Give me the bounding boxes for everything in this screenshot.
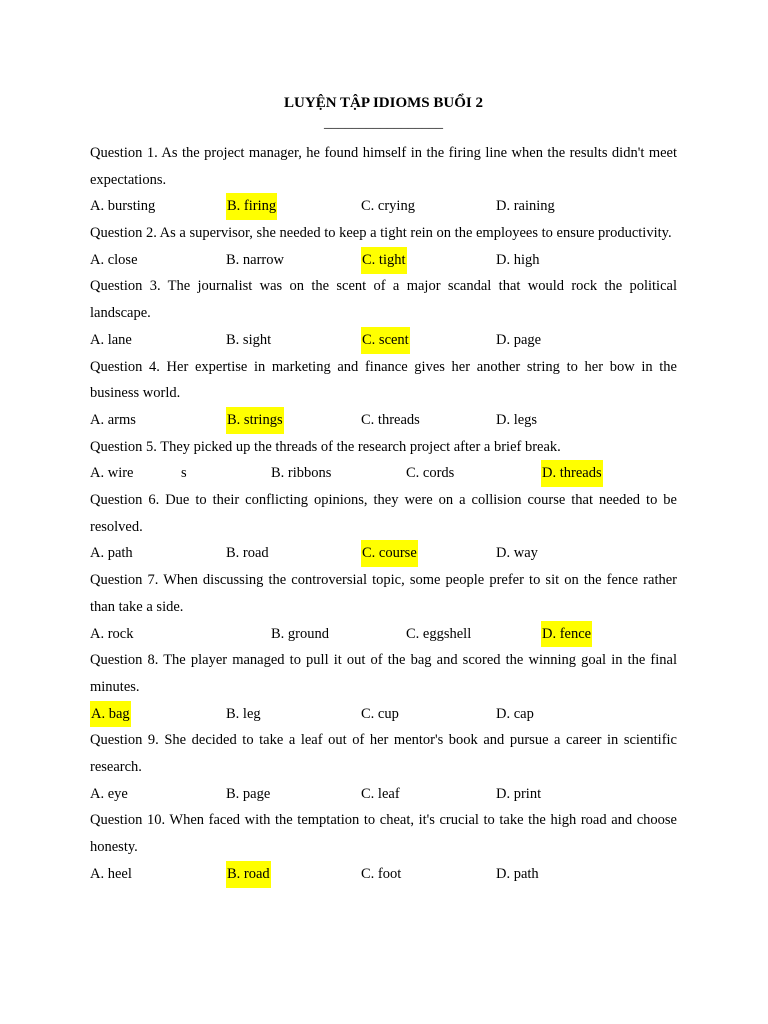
question-1-option-b-answer: B. firing	[226, 193, 277, 220]
question-2-option-b: B. narrow	[226, 251, 284, 268]
question-5-text: Question 5. They picked up the threads of the research project after a brief break.	[90, 438, 561, 455]
question-9-option-a: A. eye	[90, 785, 128, 802]
question-2-options	[90, 247, 677, 274]
question-6-text: Question 6. Due to their conflicting opinions, they were on a collision course that needed to be resolved.	[90, 492, 677, 535]
question-9-option-d: D. print	[496, 785, 542, 802]
question-7-option-a: A. rock	[90, 625, 134, 642]
question-2-option-d: D. high	[496, 251, 540, 268]
question-10-option-b-answer: B. road	[226, 861, 271, 888]
question-8-option-c: C. cup	[361, 705, 399, 722]
question-6-option-a: A. path	[90, 545, 133, 562]
question-3-option-b: B. sight	[226, 331, 272, 348]
question-3-text: Question 3. The journalist was on the scent of a major scandal that would rock the political landscape.	[90, 278, 677, 322]
question-8-option-b: B. leg	[226, 705, 261, 722]
question-7-text: Question 7. When discussing the controversial topic, some people prefer to sit on the fence rather than take a side.	[90, 572, 677, 615]
question-4-option-a: A. arms	[90, 411, 136, 428]
question-9-option-b: B. page	[226, 785, 271, 802]
question-10-option-d: D. path	[496, 865, 539, 882]
question-8-option-d: D. cap	[496, 705, 534, 722]
question-8-options	[90, 701, 677, 728]
question-5-option-c: C. cords	[406, 465, 455, 482]
question-3-option-c-answer: C. scent	[361, 327, 410, 354]
question-1-text: Question 1. As the project manager, he found himself in the firing line when the results didn't meet expectations.	[90, 145, 677, 188]
question-5-option-d-answer: D. threads	[541, 460, 603, 487]
question-9-option-c: C. leaf	[361, 785, 400, 802]
question-6-options	[90, 540, 677, 567]
question-5-option-a: A. wire	[90, 465, 134, 482]
question-1-options	[90, 193, 677, 220]
question-1-option-c: C. crying	[361, 198, 415, 215]
question-3-option-a: A. lane	[90, 331, 132, 348]
question-6-option-c-answer: C. course	[361, 540, 418, 567]
question-1-option-a: A. bursting	[90, 198, 156, 215]
question-4-option-c: C. threads	[361, 411, 420, 428]
question-8-text: Question 8. The player managed to pull it out of the bag and scored the winning goal in the final minutes.	[90, 652, 677, 695]
question-2-text: Question 2. As a supervisor, she needed to keep a tight rein on the employees to ensure productivity.	[90, 225, 672, 242]
question-10-text: Question 10. When faced with the temptation to cheat, it's crucial to take the high road and choose honesty.	[90, 812, 677, 856]
question-6-option-b: B. road	[226, 545, 269, 562]
question-4-option-d: D. legs	[496, 411, 538, 428]
question-3-options	[90, 327, 677, 354]
question-7-option-d-answer: D. fence	[541, 621, 592, 648]
question-4-text: Question 4. Her expertise in marketing and finance gives her another string to her bow in the business world.	[90, 358, 677, 402]
question-8-option-a-answer: A. bag	[90, 701, 131, 728]
question-5-options	[90, 460, 677, 487]
question-10-options	[90, 861, 677, 888]
question-7-option-b: B. ground	[271, 625, 329, 642]
question-3-option-d: D. page	[496, 331, 542, 348]
question-5-stray-letter: s	[181, 465, 187, 482]
question-4-option-b-answer: B. strings	[226, 407, 284, 434]
worksheet-page	[90, 92, 677, 888]
question-5-option-b: B. ribbons	[271, 465, 332, 482]
question-2-option-a: A. close	[90, 251, 138, 268]
question-4-options	[90, 407, 677, 434]
question-7-option-c: C. eggshell	[406, 625, 472, 642]
question-2-option-c-answer: C. tight	[361, 247, 407, 274]
title-underline: _________________	[324, 116, 443, 131]
question-1-option-d: D. raining	[496, 198, 555, 215]
question-9-text: Question 9. She decided to take a leaf out of her mentor's book and pursue a career in scientific research.	[90, 732, 677, 776]
question-10-option-a: A. heel	[90, 865, 132, 882]
question-7-options	[90, 621, 677, 648]
worksheet-title: LUYỆN TẬP IDIOMS BUỔI 2	[284, 95, 483, 111]
question-10-option-c: C. foot	[361, 865, 402, 882]
question-9-options	[90, 781, 677, 808]
question-6-option-d: D. way	[496, 545, 538, 562]
